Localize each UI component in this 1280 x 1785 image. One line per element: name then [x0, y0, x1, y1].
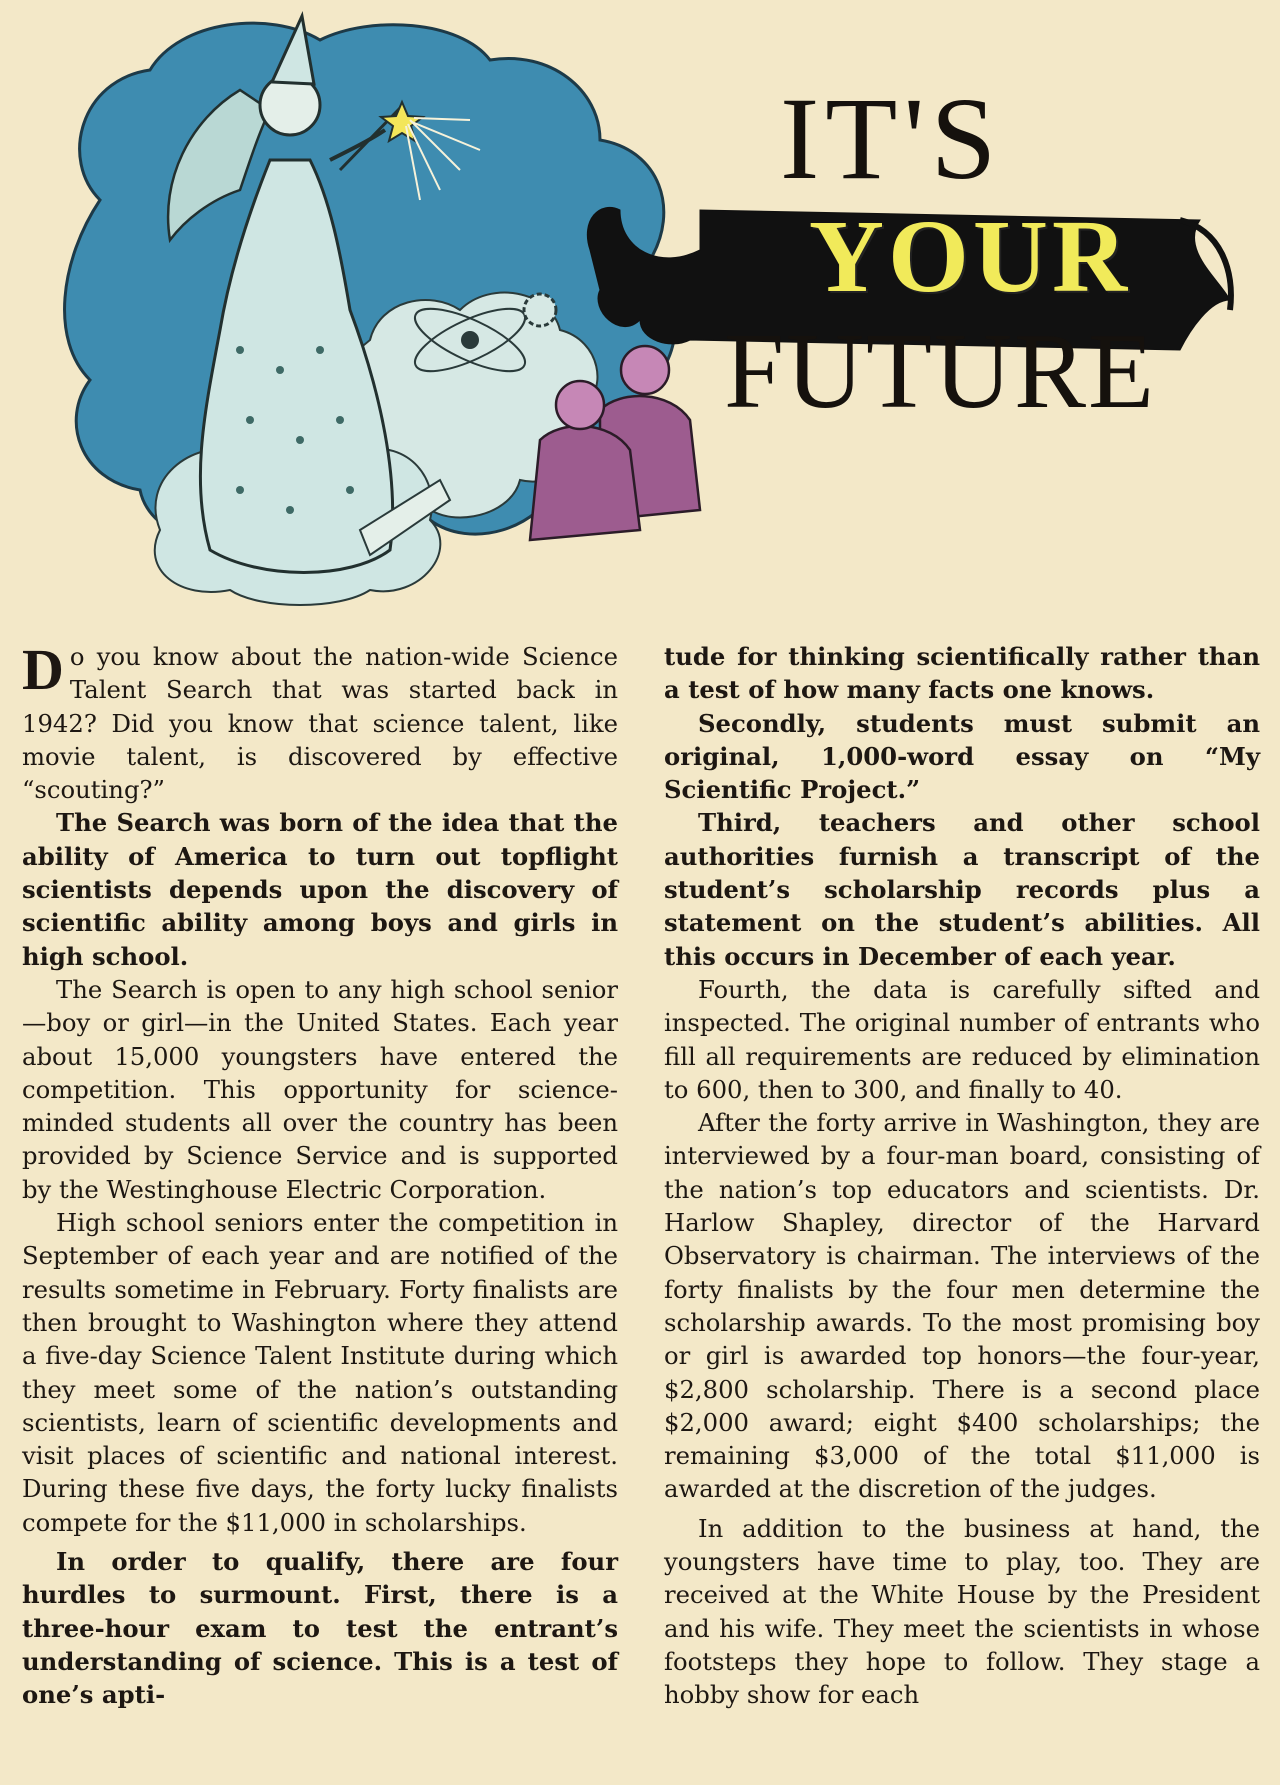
- gear-icon: [524, 294, 556, 326]
- paragraph: Third, teachers and other school authorities furnish a transcript of the student’s scholarship records plus a statement on the student’s abilities. All this occurs in December of each year.: [664, 808, 1260, 971]
- text-column-right: [664, 640, 1260, 1712]
- drop-cap: D: [22, 637, 64, 702]
- paragraph: In order to qualify, there are four hurdles to surmount. First, there is a three-hour exam to test the entrant’s understanding of science. This is a test of one’s apti-: [22, 1547, 618, 1710]
- paragraph: Fourth, the data is carefully sifted and inspected. The original number of entrants who fill all requirements are reduced by elimination to 600, then to 300, and finally to 40.: [664, 974, 1260, 1104]
- text-column-left: [22, 637, 618, 1712]
- headline-its: IT'S: [780, 73, 1003, 204]
- paragraph: In addition to the business at hand, the youngsters have time to play, too. They are received at the White House by the President and his wife. They meet the scientists in whose footsteps they hope to follow. They stage a hobby show for each: [664, 1513, 1260, 1710]
- paragraph: High school seniors enter the competition in September of each year and are notified of the results sometime in February. Forty finalists are then brought to Washington where they attend a five-day Science Talent Institute during which they meet some of the nation’s outstanding scientists, learn of scientific developments and visit places of scientific and national interest. During these five days, the forty lucky finalists compete for the $11,000 in scholarships.: [22, 1208, 618, 1537]
- headline-your: YOUR: [808, 199, 1132, 314]
- paragraph: Do you know about the nation-wide Science Talent Search that was started back in 1942? Did you know that science talent, like movie talent, is discovered by effective “scouting?”: [22, 637, 618, 805]
- paragraph: After the forty arrive in Washington, they are interviewed by a four-man board, consisting of the nation’s top educators and scientists. Dr. Harlow Shapley, director of the Harvard Observatory is chairman. The interviews of the forty finalists by the four men determine the scholarship awards. To the most promising boy or girl is awarded top honors—the four-year, $2,800 scholarship. There is a second place $2,000 award; eight $400 scholarships; the remaining $3,000 of the total $11,000 is awarded at the discretion of the judges.: [664, 1108, 1260, 1504]
- paragraph: tude for thinking scientifically rather than a test of how many facts one knows.: [664, 642, 1260, 705]
- headline-future: FUTURE: [723, 312, 1157, 431]
- paragraph: The Search is open to any high school senior—boy or girl—in the United States. Each year about 15,000 youngsters have entered the competition. This opportunity for science-minded students all over the country has been provided by Science Service and is supported by the Westinghouse Electric Corporation.: [22, 974, 618, 1204]
- paragraph: Secondly, students must submit an original, 1,000-word essay on “My Scientific Project.”: [664, 708, 1260, 805]
- paragraph: The Search was born of the idea that the ability of America to turn out topflight scientists depends upon the discovery of scientific ability among boys and girls in high school.: [22, 808, 618, 971]
